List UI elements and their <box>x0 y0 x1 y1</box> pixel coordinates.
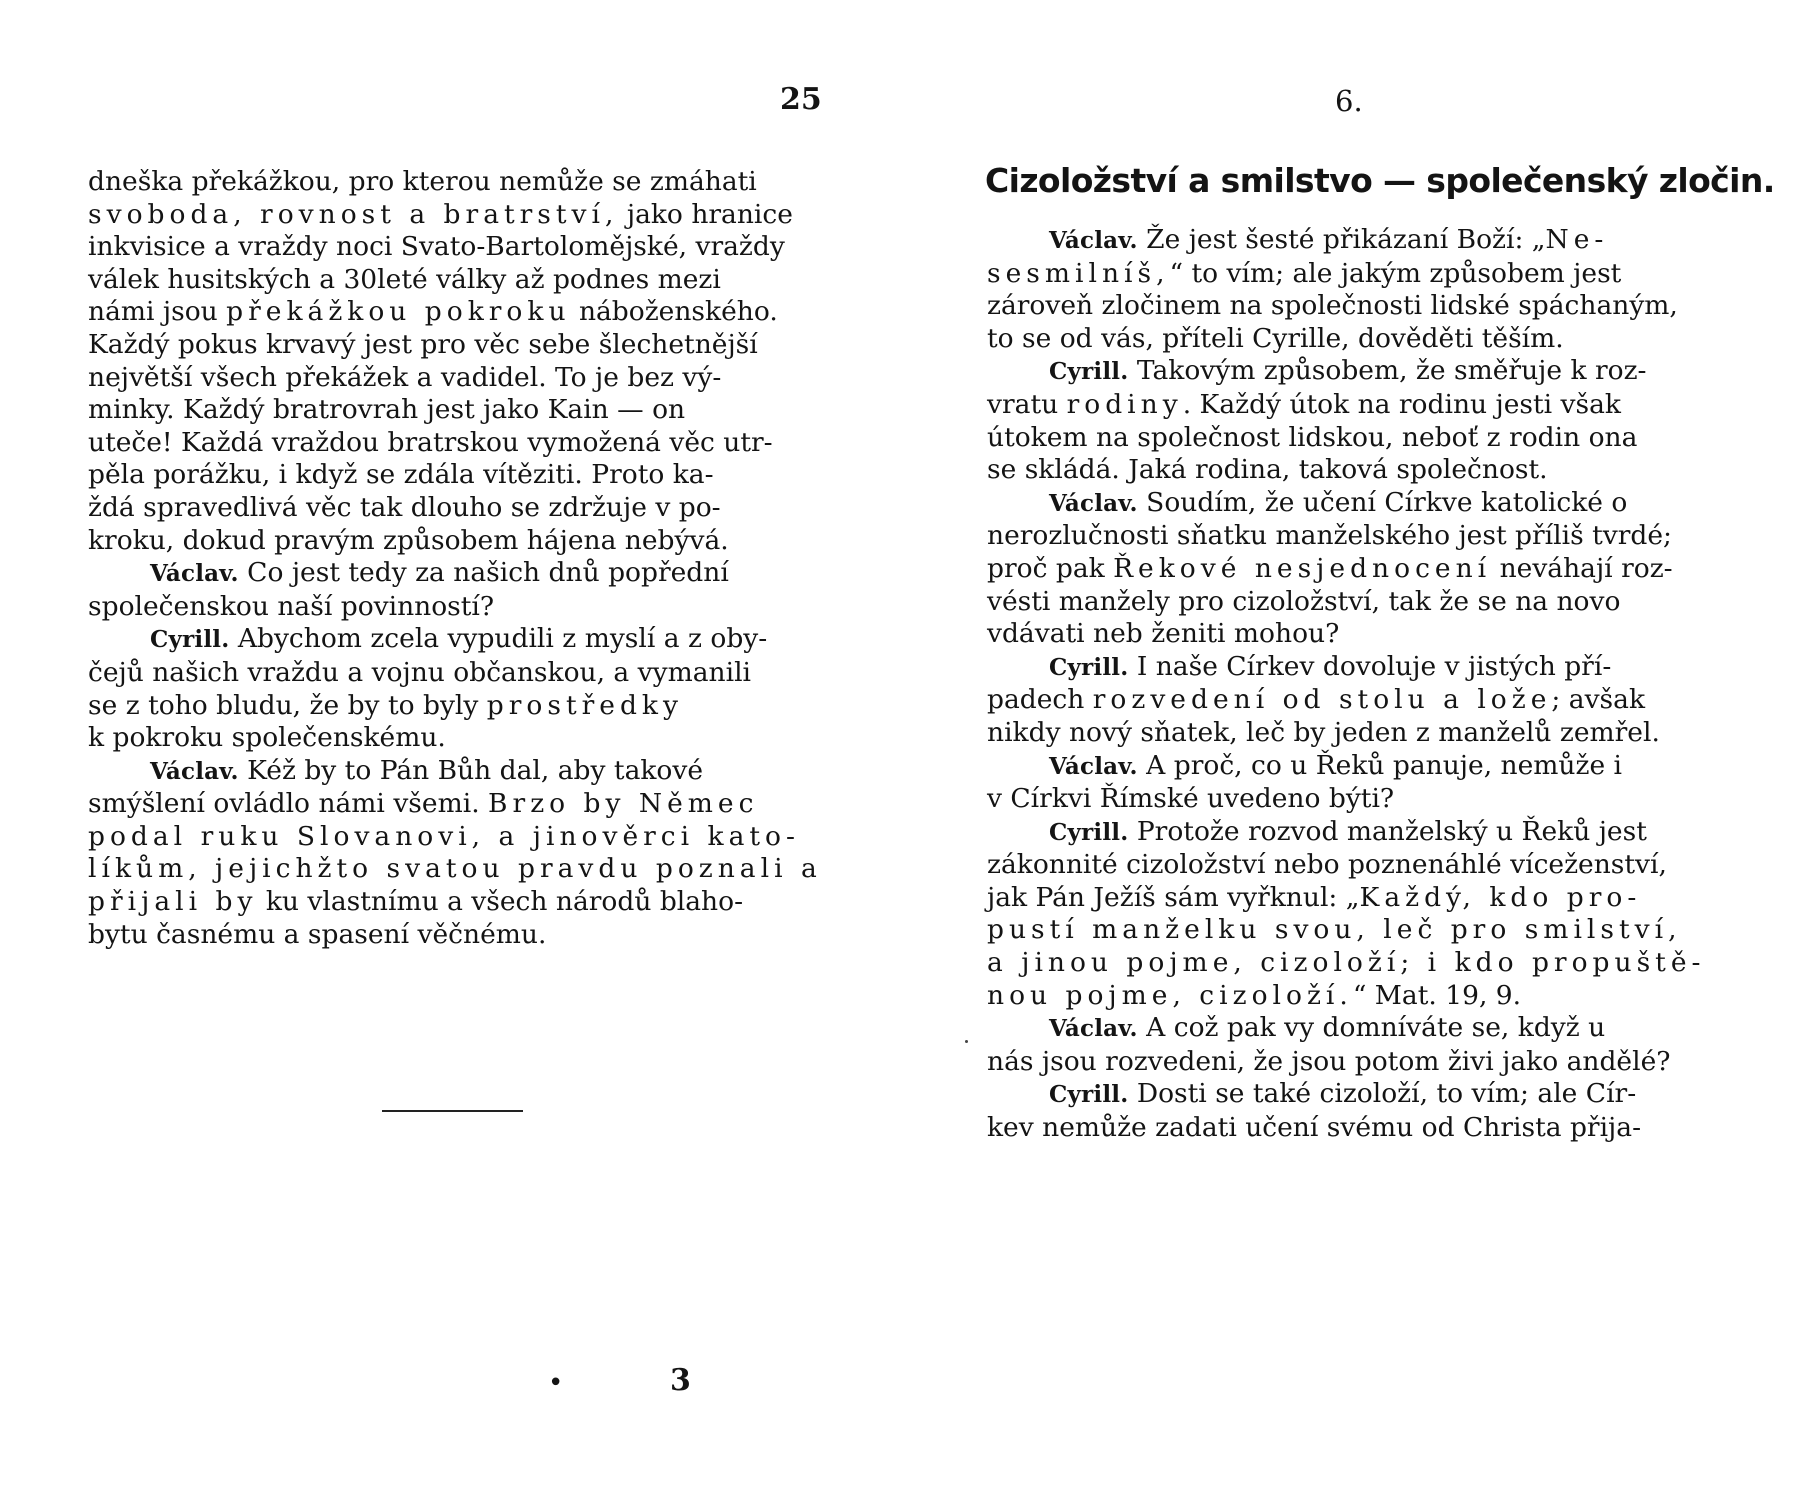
speaker-name: Cyrill. <box>150 626 230 654</box>
print-speck <box>965 1040 968 1043</box>
dialogue-line: Václav. Soudím, že učení Církve katolické o <box>1049 486 1628 518</box>
text-line <box>88 690 826 723</box>
text-line: kev nemůže zadati učení svému od Christa přija- <box>987 1112 1642 1144</box>
text-line: nerozlučnosti sňatku manželského jest příliš tvrdé; <box>987 520 1672 552</box>
text-line: společenskou naší povinností? <box>88 590 495 622</box>
text-run: “ Mat. 19, 9. <box>1352 979 1522 1011</box>
text-run: ; avšak <box>1551 684 1645 716</box>
speaker-name: Cyrill. <box>1049 653 1129 681</box>
text-line <box>88 296 826 329</box>
text-line: minky. Každý bratrovrah jest jako Kain — on <box>88 394 686 426</box>
text-line: to se od vás, příteli Cyrille, dověděti těším. <box>987 322 1564 354</box>
text-line <box>987 553 1717 586</box>
text-run: ku vlastnímu a všech národů blaho- <box>257 886 744 918</box>
text-line: uteče! Každá vraždou bratrskou vymožená věc utr- <box>88 426 773 458</box>
speaker-name: Václav. <box>1049 1015 1138 1043</box>
spaced-emphasis: líkům, jejichžto svatou pravdu poznali a <box>88 853 822 885</box>
dialogue-line: Cyrill. Abychom zcela vypudili z myslí a z oby- <box>150 623 768 655</box>
text-line: zároveň zločinem na společnosti lidské spáchaným, <box>987 290 1678 322</box>
text-line <box>987 389 1717 422</box>
right-page <box>899 0 1798 1500</box>
text-run: smýšlení ovládlo námi všemi. <box>88 788 489 820</box>
text-line: kroku, dokud pravým způsobem hájena nebývá. <box>88 524 729 556</box>
spaced-emphasis: Brzo by Němec <box>488 788 759 820</box>
dialogue-line: Václav. A proč, co u Řeků panuje, nemůže i <box>1049 749 1623 781</box>
dialogue-line: Václav. Kéž by to Pán Bůh dal, aby takové <box>150 754 704 786</box>
dialogue-line: Václav. Co jest tedy za našich dnů popřední <box>150 557 729 589</box>
speaker-name: Václav. <box>1049 489 1138 517</box>
spaced-emphasis: Ne- <box>1545 224 1609 255</box>
text-line <box>987 947 1717 980</box>
dialogue-line: Cyrill. Protože rozvod manželský u Řeků jest <box>1049 815 1647 847</box>
spaced-emphasis: sesmilníš, <box>987 257 1170 289</box>
text-line: Každý pokus krvavý jest pro věc sebe šlechetnější <box>88 328 758 360</box>
spaced-emphasis: svoboda, rovnost a bratrství, <box>88 198 619 230</box>
dialogue-line: Cyrill. Dosti se také cizoloží, to vím; ale Cír- <box>1049 1078 1637 1110</box>
left-page-text <box>88 166 826 951</box>
text-line: pěla porážku, i když se zdála vítěziti. Proto ka- <box>88 459 714 491</box>
text-run: vratu <box>987 388 1067 420</box>
spaced-emphasis: pustí manželku svou, leč pro smilství, <box>987 914 1682 946</box>
text-run: jako hranice <box>618 198 793 230</box>
text-line: k pokroku společenskému. <box>88 722 446 754</box>
text-run: padech <box>987 684 1093 716</box>
text-line: čejů našich vraždu a vojnu občanskou, a vymanili <box>88 656 752 688</box>
text-line <box>88 886 826 919</box>
text-line: dneška překážkou, pro kterou nemůže se zmáhati <box>88 166 757 197</box>
text-line: vdávati neb ženiti mohou? <box>987 618 1340 650</box>
speaker-name: Václav. <box>1049 752 1138 780</box>
text-line: zákonnité cizoložství nebo poznenáhlé víceženství, <box>987 849 1667 881</box>
text-line: největší všech překážek a vadidel. To je bez vý- <box>88 361 722 393</box>
text-line: nikdy nový sňatek, leč by jeden z manželů zemřel. <box>987 716 1660 748</box>
spaced-emphasis: podal ruku Slovanovi, a jinověrci kato- <box>88 820 800 852</box>
text-line <box>987 684 1717 717</box>
text-run: Že jest šesté přikázaní Boží: „ <box>1137 224 1546 255</box>
dialogue-line: Cyrill. Takovým způsobem, že směřuje k roz- <box>1049 355 1647 387</box>
text-run: náboženského. <box>570 296 778 328</box>
text-run: jak Pán Ježíš sám vyřknul: „ <box>987 881 1360 913</box>
signature-mark: 3 <box>670 1363 691 1398</box>
chapter-number: 6. <box>1335 84 1363 118</box>
text-run: neváhají roz- <box>1491 552 1673 584</box>
text-line <box>987 882 1717 915</box>
text-run: námi jsou <box>88 296 227 328</box>
spaced-emphasis: a jinou pojme, cizoloží; i kdo propuště- <box>987 947 1706 979</box>
spaced-emphasis: prostředky <box>486 689 683 721</box>
text-run: “ to vím; ale jakým způsobem jest <box>1169 257 1622 289</box>
text-line <box>88 788 826 821</box>
spaced-emphasis: přijali by <box>88 886 258 918</box>
text-run: . Každý útok na rodinu jesti však <box>1182 388 1621 420</box>
end-rule <box>382 1110 523 1112</box>
spaced-emphasis: rodiny <box>1066 388 1183 420</box>
text-line <box>88 853 826 886</box>
spaced-emphasis: překážkou pokroku <box>226 296 571 328</box>
speaker-name: Cyrill. <box>1049 1081 1129 1109</box>
text-line: ždá spravedlivá věc tak dlouho se zdržuje v po- <box>88 491 721 523</box>
speaker-name: Cyrill. <box>1049 818 1129 846</box>
text-line: válek husitských a 30leté války až podnes mezi <box>88 263 721 295</box>
bullet-mark: • <box>548 1368 564 1398</box>
spaced-emphasis: Každý, kdo pro- <box>1359 881 1642 913</box>
text-line: v Církvi Římské uvedeno býti? <box>987 783 1395 815</box>
text-line <box>987 980 1717 1013</box>
text-line <box>987 258 1717 291</box>
text-line <box>88 199 826 232</box>
text-run: proč pak <box>987 552 1114 584</box>
text-line: nás jsou rozvedeni, že jsou potom živi jako andělé? <box>987 1045 1671 1077</box>
right-page-text <box>987 224 1717 1145</box>
spaced-emphasis: Řekové nesjednocení <box>1113 552 1492 584</box>
page-number: 25 <box>780 82 822 117</box>
text-run: se z toho bludu, že by to byly <box>88 689 487 721</box>
dialogue-line: Václav. A což pak vy domníváte se, když u <box>1049 1012 1606 1044</box>
speaker-name: Václav. <box>150 757 239 785</box>
speaker-name: Václav. <box>1049 227 1138 254</box>
speaker-name: Cyrill. <box>1049 358 1129 386</box>
text-line: vésti manžely pro cizoložství, tak že se na novo <box>987 585 1621 617</box>
text-line: inkvisice a vraždy noci Svato-Bartolomějské, vraždy <box>88 231 785 263</box>
text-line: útokem na společnost lidskou, neboť z rodin ona <box>987 421 1638 453</box>
text-line: bytu časnému a spasení věčnému. <box>88 918 547 950</box>
speaker-name: Václav. <box>150 560 239 588</box>
text-line <box>987 914 1717 947</box>
dialogue-line: Cyrill. I naše Církev dovoluje v jistých pří- <box>1049 650 1612 682</box>
spaced-emphasis: rozvedení od stolu a lože <box>1092 684 1552 716</box>
spaced-emphasis: nou pojme, cizoloží. <box>987 979 1353 1011</box>
text-line: se skládá. Jaká rodina, taková společnost. <box>987 454 1548 486</box>
dialogue-line <box>987 224 1717 258</box>
text-line <box>88 821 826 854</box>
chapter-title: Cizoložství a smilstvo — společenský zločin. <box>985 161 1775 200</box>
